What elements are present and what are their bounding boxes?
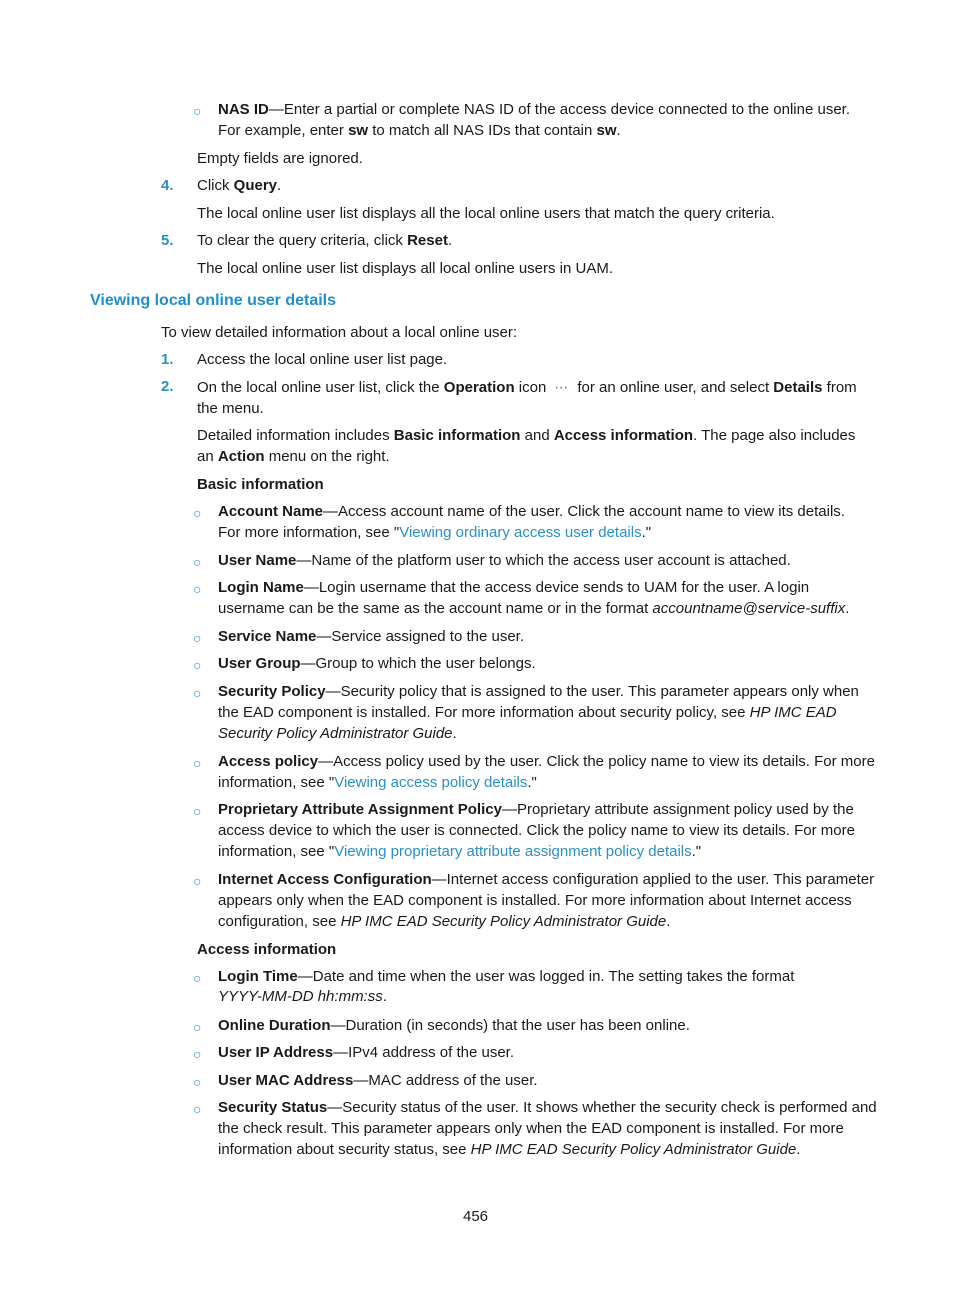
text: icon [514,379,547,396]
login-name-term: Login Name [218,579,304,596]
user-name-term: User Name [218,552,297,569]
basic-info-heading: Basic information [197,476,324,493]
text: For example, enter [218,122,349,139]
login-name-line2 [218,599,849,619]
text: for an online user, and select [577,379,774,396]
account-name-line1 [218,502,845,522]
text: . [796,1141,801,1158]
guide-title: HP IMC EAD Security Policy Administrator Guide [340,913,667,930]
reset-term: Reset [407,232,448,249]
bullet-icon: ○ [193,505,202,521]
guide-title: HP IMC EAD [749,704,837,721]
service-name-term: Service Name [218,628,317,645]
sw-term: sw [348,122,369,139]
internet-access-line3 [218,912,670,932]
text: . [382,988,387,1005]
detail-line1 [197,426,855,446]
online-duration-term: Online Duration [218,1017,331,1034]
bullet-icon: ○ [193,685,202,701]
text: For more information, see " [218,524,400,541]
text: configuration, see [218,913,341,930]
text: . The page also includes [693,427,856,444]
viewing-ordinary-access-user-details-link[interactable]: Viewing ordinary access user details [399,524,642,541]
page-number: 456 [463,1208,489,1225]
step-number: 1. [161,351,174,368]
text: information about security status, see [218,1141,471,1158]
text: On the local online user list, click the [197,379,444,396]
text: . [616,122,621,139]
bullet-icon: ○ [193,803,202,819]
access-policy-term: Access policy [218,753,319,770]
step-number: 5. [161,232,174,249]
user-mac-line [218,1071,538,1091]
text: —Proprietary attribute assignment policy used by the [501,801,854,818]
text: —IPv4 address of the user. [333,1044,514,1061]
access-info-heading: Access information [197,941,337,958]
security-status-line2: the check result. This parameter appears only when the EAD component is installed. For more [218,1120,844,1137]
security-policy-line2 [218,703,837,723]
format-text: accountname@service-suffix [652,600,846,617]
text: —MAC address of the user. [353,1072,538,1089]
text: —Enter a partial or complete NAS ID of the access device connected to the online user. [268,101,850,118]
step-number: 4. [161,177,174,194]
bullet-icon: ○ [193,1046,202,1062]
guide-title: HP IMC EAD Security Policy Administrator Guide [470,1141,797,1158]
step4-text [197,176,281,196]
bullet-icon: ○ [193,1019,202,1035]
proprietary-line3 [218,842,701,862]
access-info-term: Access information [553,427,694,444]
text: information, see " [218,774,335,791]
user-name-line [218,551,791,571]
text: —Service assigned to the user. [316,628,525,645]
text: . [666,913,671,930]
security-policy-line1 [218,682,859,702]
text: . [447,232,453,249]
text: —Date and time when the user was logged in. The setting takes the format [297,968,795,985]
text: To clear the query criteria, click [197,232,408,249]
section-heading: Viewing local online user details [90,292,336,309]
query-term: Query [233,177,278,194]
bullet-icon: ○ [193,630,202,646]
viewing-access-policy-details-link[interactable]: Viewing access policy details [334,774,528,791]
text: —Security status of the user. It shows whether the security check is performed and [327,1099,877,1116]
text: . [277,177,282,194]
login-time-line1 [218,967,794,987]
bullet-icon: ○ [193,873,202,889]
text: —Group to which the user belongs. [300,655,536,672]
text: —Access policy used by the user. Click the policy name to view its details. For more [318,753,875,770]
user-ip-line [218,1043,514,1063]
text: Detailed information includes [197,427,394,444]
nas-id-term: NAS ID [218,101,269,118]
security-policy-line3 [218,724,457,744]
text: . [452,725,457,742]
bullet-icon: ○ [193,1101,202,1117]
bullet-icon: ○ [193,657,202,673]
text: to match all NAS IDs that contain [368,122,597,139]
text: ." [691,843,702,860]
format-text: YYYY-MM-DD hh:mm:ss [218,988,383,1005]
security-status-line3 [218,1140,800,1160]
empty-fields-note: Empty fields are ignored. [197,150,363,167]
operation-term: Operation [443,379,515,396]
section-intro: To view detailed information about a local online user: [161,324,518,341]
text: ." [641,524,652,541]
account-name-line2 [218,523,651,543]
step-number: 2. [161,378,174,395]
user-mac-term: User MAC Address [218,1072,354,1089]
internet-access-line2: appears only when the EAD component is installed. For more information about Internet access [218,892,852,909]
service-name-line [218,627,524,647]
step5-desc: The local online user list displays all local online users in UAM. [197,260,614,277]
text: —Duration (in seconds) that the user has been online. [330,1017,690,1034]
step5-text [197,231,452,251]
login-time-line2 [218,987,387,1007]
viewing-proprietary-attribute-assignment-policy-details-link[interactable]: Viewing proprietary attribute assignment policy details [334,843,692,860]
bullet-icon: ○ [193,755,202,771]
user-ip-term: User IP Address [218,1044,334,1061]
login-time-term: Login Time [218,968,298,985]
step2-line1 [197,377,857,398]
guide-title: Security Policy Administrator Guide [218,725,453,742]
step4-desc: The local online user list displays all the local online users that match the query criteria. [197,205,775,222]
text: —Login username that the access device sends to UAM for the user. A login [303,579,810,596]
detail-line2 [197,447,390,467]
text: —Name of the platform user to which the access user account is attached. [296,552,791,569]
text: . [845,600,850,617]
proprietary-line1 [218,800,854,820]
bullet-icon: ○ [193,554,202,570]
nas-id-line2 [218,121,621,141]
text: and [520,427,554,444]
more-options-icon: ⋯ [554,379,570,395]
basic-info-term: Basic information [393,427,521,444]
text: Click [197,177,234,194]
internet-access-line1 [218,870,874,890]
sw-term: sw [596,122,617,139]
text: menu on the right. [264,448,390,465]
nas-id-line1 [218,100,850,120]
text: the EAD component is installed. For more information about security policy, see [218,704,750,721]
text: from [822,379,857,396]
online-duration-line [218,1016,690,1036]
proprietary-term: Proprietary Attribute Assignment Policy [218,801,502,818]
security-status-term: Security Status [218,1099,328,1116]
access-policy-line1 [218,752,875,772]
text: ." [527,774,537,791]
proprietary-line2: access device to which the user is connected. Click the policy name to view its details. For more [218,822,855,839]
internet-access-term: Internet Access Configuration [218,871,432,888]
security-policy-term: Security Policy [218,683,326,700]
bullet-icon: ○ [193,103,202,119]
step2-line2: the menu. [197,400,264,417]
text: information, see " [218,843,335,860]
bullet-icon: ○ [193,970,202,986]
details-term: Details [773,379,823,396]
text: username can be the same as the account name or in the format [218,600,653,617]
user-group-term: User Group [218,655,301,672]
account-name-term: Account Name [218,503,324,520]
text: —Internet access configuration applied to the user. This parameter [431,871,875,888]
access-policy-line2 [218,773,537,793]
user-group-line [218,654,536,674]
login-name-line1 [218,578,809,598]
text: —Access account name of the user. Click the account name to view its details. [323,503,845,520]
bullet-icon: ○ [193,1074,202,1090]
action-term: Action [217,448,265,465]
text: an [197,448,218,465]
bullet-icon: ○ [193,581,202,597]
step1-text: Access the local online user list page. [197,351,448,368]
security-status-line1 [218,1098,877,1118]
text: —Security policy that is assigned to the user. This parameter appears only when [325,683,859,700]
